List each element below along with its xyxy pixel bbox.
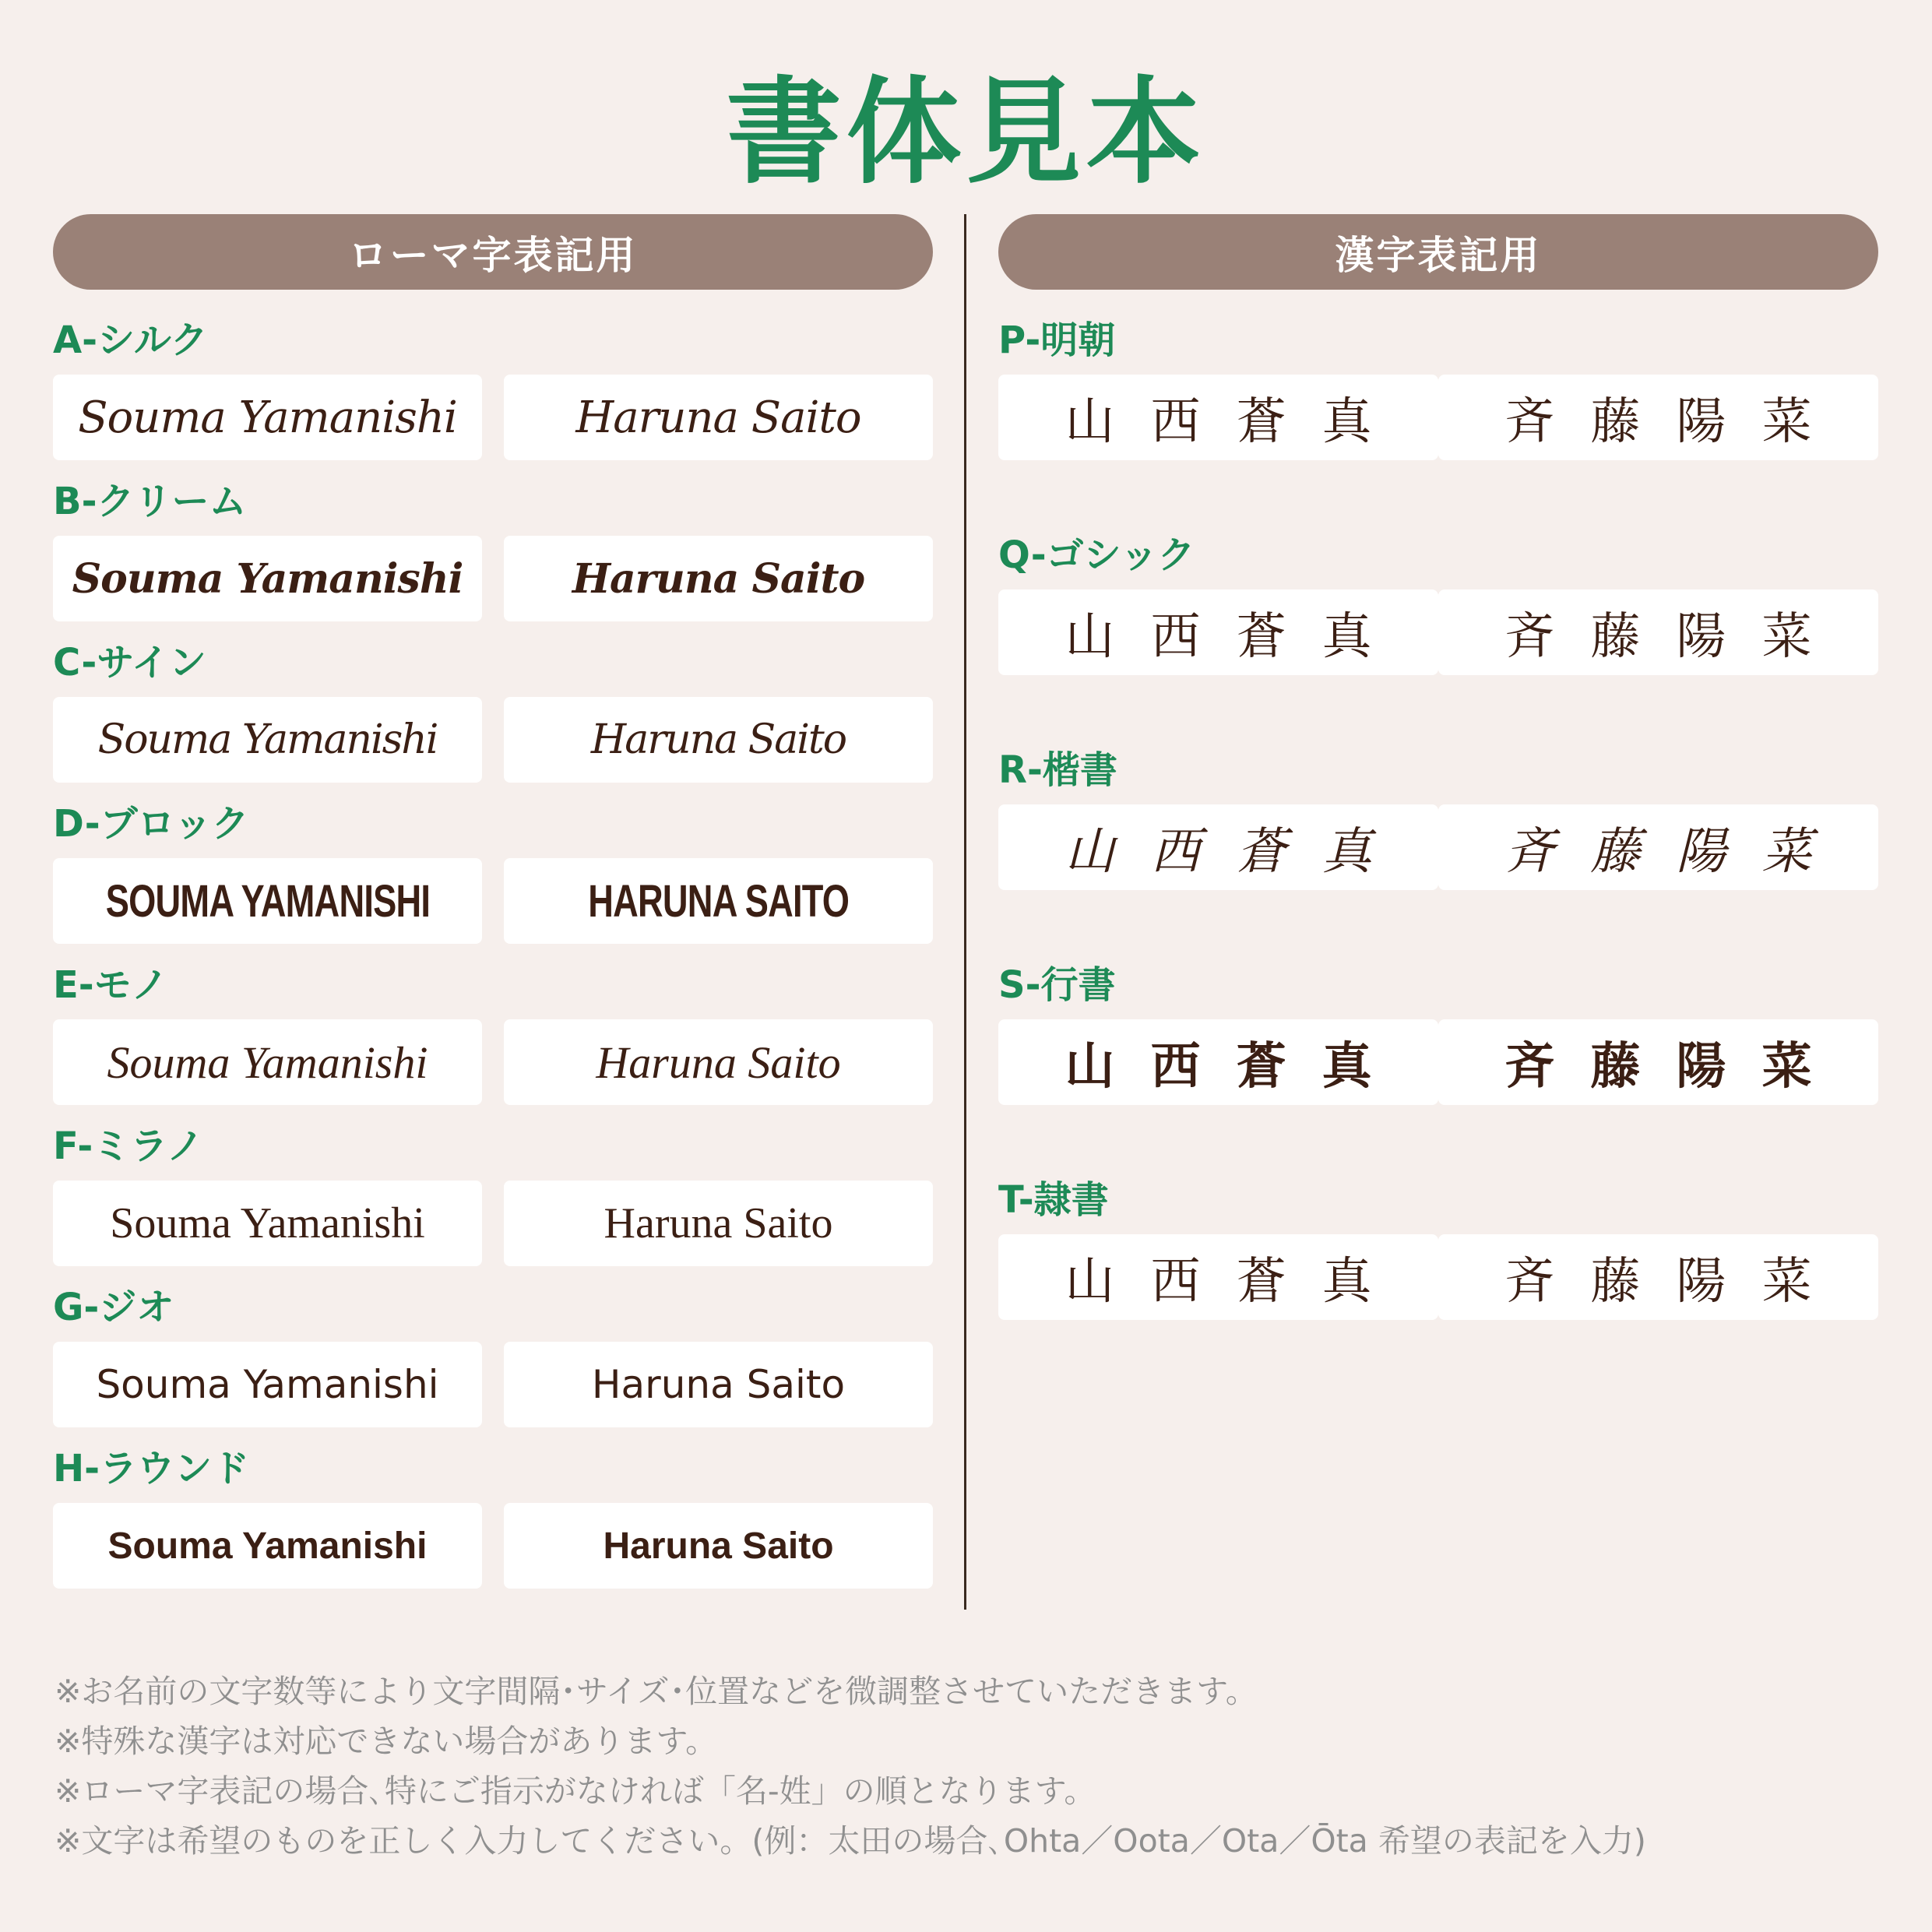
note-line: ※お名前の文字数等により文字間隔･サイズ･位置などを微調整させていただきます。 bbox=[55, 1673, 1258, 1710]
sample-box: 斉藤陽菜 bbox=[1438, 804, 1878, 890]
sample-box: Souma Yamanishi bbox=[53, 1181, 482, 1266]
font-label: D-ブロック bbox=[53, 802, 249, 846]
sample-box: Haruna Saito bbox=[504, 375, 933, 460]
font-group-e bbox=[53, 960, 933, 1105]
sample-box: 斉藤陽菜 bbox=[1438, 1019, 1878, 1105]
sample-box: 斉藤陽菜 bbox=[1438, 589, 1878, 675]
sample-box: 山西蒼真 bbox=[998, 1019, 1438, 1105]
kanji-column bbox=[998, 214, 1878, 1311]
sample-box bbox=[504, 858, 933, 944]
font-group-t bbox=[998, 1175, 1878, 1320]
sample-box: Souma Yamanishi bbox=[53, 697, 482, 783]
sample-box: 山西蒼真 bbox=[998, 1234, 1438, 1320]
font-label: H-ラウンド bbox=[53, 1447, 250, 1490]
font-label: C-サイン bbox=[53, 641, 206, 684]
sample-box: Haruna Saito bbox=[504, 536, 933, 621]
font-label: F-ミラノ bbox=[53, 1124, 204, 1168]
sample-box: Haruna Saito bbox=[504, 1019, 933, 1105]
font-label: S-行書 bbox=[998, 963, 1116, 1007]
font-group-r bbox=[998, 745, 1878, 890]
font-group-q bbox=[998, 530, 1878, 675]
sample-text: HARUNA SAITO bbox=[588, 875, 849, 927]
font-label: G-ジオ bbox=[53, 1286, 174, 1329]
font-label: R-楷書 bbox=[998, 748, 1117, 792]
font-group-b bbox=[53, 477, 933, 621]
font-label: E-モノ bbox=[53, 963, 169, 1007]
sample-text: SOUMA YAMANISHI bbox=[105, 875, 430, 927]
font-label: Q-ゴシック bbox=[998, 533, 1195, 577]
font-label: B-クリーム bbox=[53, 480, 247, 523]
roman-column bbox=[53, 214, 933, 1567]
font-label: A-シルク bbox=[53, 318, 208, 362]
font-group-s bbox=[998, 960, 1878, 1105]
font-group-h bbox=[53, 1444, 933, 1589]
sample-box: 斉藤陽菜 bbox=[1438, 375, 1878, 460]
sample-box: Haruna Saito bbox=[504, 1342, 933, 1427]
sample-box: Souma Yamanishi bbox=[53, 1342, 482, 1427]
font-label: T-隷書 bbox=[998, 1178, 1109, 1222]
kanji-header: 漢字表記用 bbox=[998, 214, 1878, 290]
sample-box: Haruna Saito bbox=[504, 1181, 933, 1266]
sample-box: Souma Yamanishi bbox=[53, 375, 482, 460]
sample-box bbox=[53, 858, 482, 944]
font-group-g bbox=[53, 1283, 933, 1427]
page-title: 書体見本 bbox=[726, 65, 1206, 199]
sample-box: 山西蒼真 bbox=[998, 589, 1438, 675]
sample-box: 斉藤陽菜 bbox=[1438, 1234, 1878, 1320]
sample-box: 山西蒼真 bbox=[998, 804, 1438, 890]
sample-box: Haruna Saito bbox=[504, 697, 933, 783]
note-line: ※ローマ字表記の場合､特にご指示がなければ「名-姓」の順となります。 bbox=[55, 1772, 1096, 1810]
column-divider bbox=[964, 214, 966, 1610]
sample-box: Souma Yamanishi bbox=[53, 1019, 482, 1105]
sample-box: 山西蒼真 bbox=[998, 375, 1438, 460]
font-group-f bbox=[53, 1121, 933, 1266]
sample-box: Haruna Saito bbox=[504, 1503, 933, 1589]
font-group-c bbox=[53, 638, 933, 783]
sample-box: Souma Yamanishi bbox=[53, 536, 482, 621]
notes bbox=[55, 1666, 1908, 1866]
roman-header: ローマ字表記用 bbox=[53, 214, 933, 290]
note-line: ※文字は希望のものを正しく入力してください。(例：太田の場合､Ohta／Oota／Ota／Ōta 希望の表記を入力) bbox=[55, 1822, 1646, 1860]
font-group-d bbox=[53, 799, 933, 944]
font-group-a bbox=[53, 315, 933, 460]
font-group-p bbox=[998, 315, 1878, 460]
sample-box: Souma Yamanishi bbox=[53, 1503, 482, 1589]
note-line: ※特殊な漢字は対応できない場合があります。 bbox=[55, 1723, 718, 1760]
font-label: P-明朝 bbox=[998, 318, 1116, 362]
